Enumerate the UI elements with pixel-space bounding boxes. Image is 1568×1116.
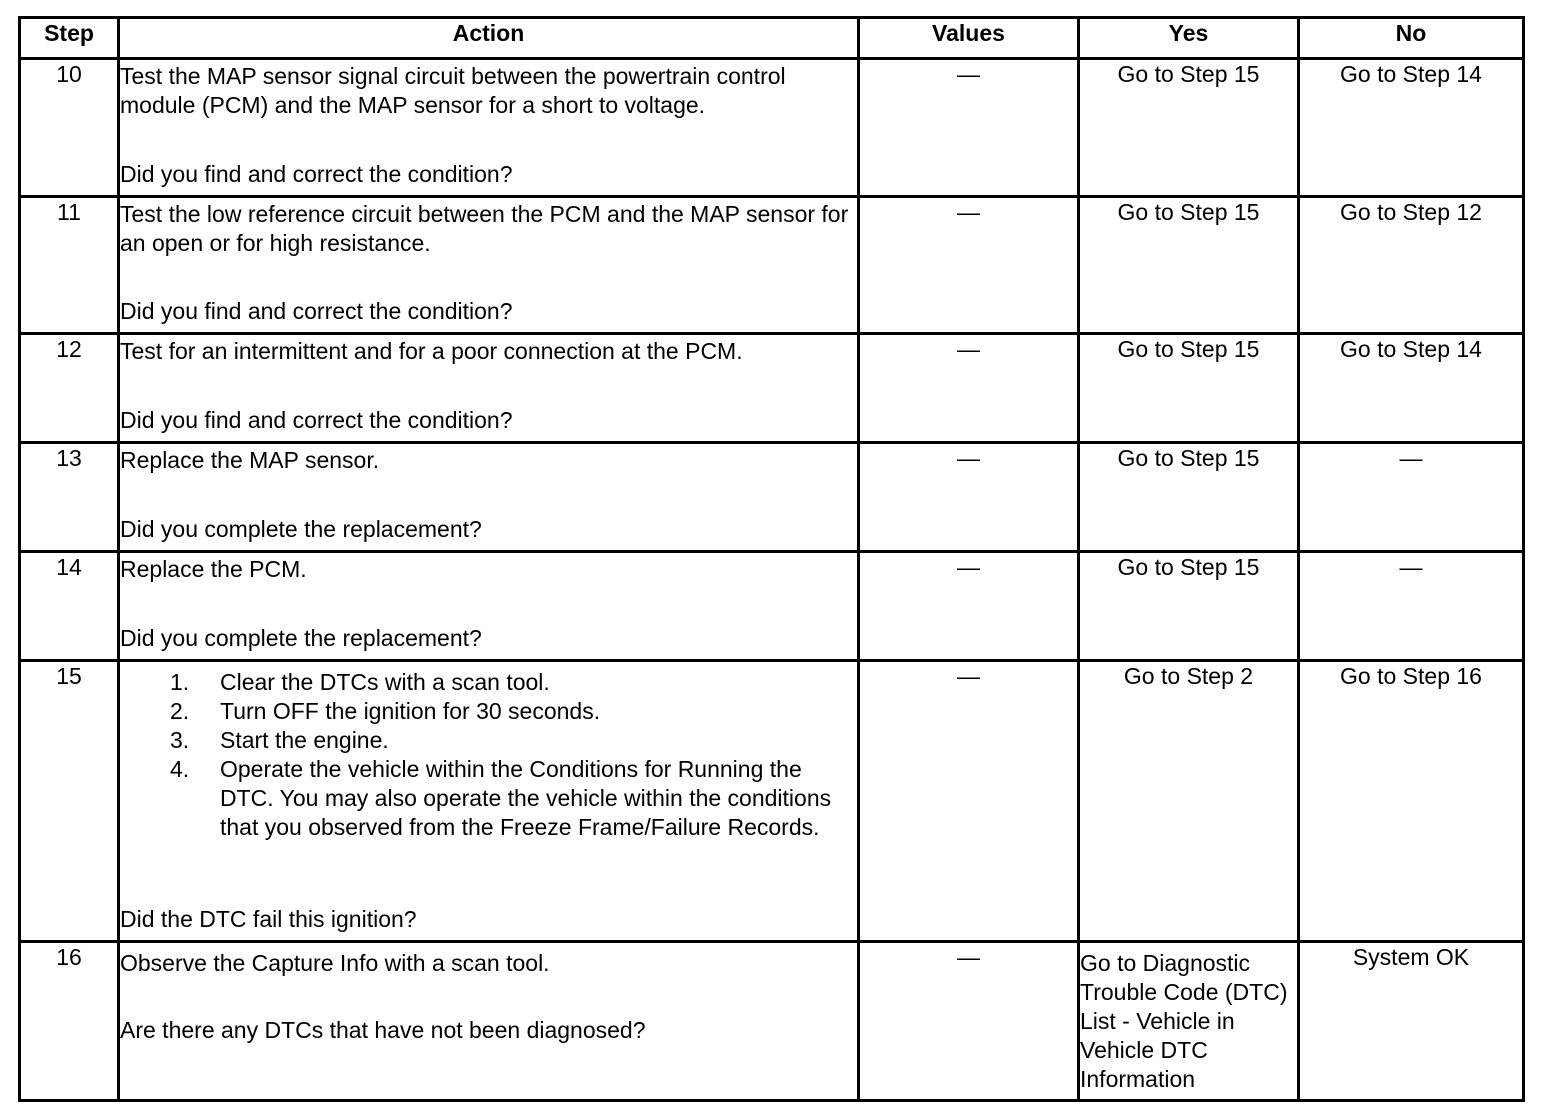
list-number: 4. [170, 756, 190, 782]
table-row [20, 552, 1524, 661]
action-question: Did the DTC fail this ignition? [120, 906, 417, 932]
yes-cell: Go to Step 2 [1079, 661, 1299, 942]
header-yes: Yes [1079, 18, 1299, 59]
action-text: Replace the PCM. [120, 556, 307, 582]
list-item [120, 668, 857, 697]
list-text: Clear the DTCs with a scan tool. [220, 669, 550, 695]
action-question: Are there any DTCs that have not been diagnosed? [120, 1017, 646, 1043]
step-number: 15 [20, 661, 119, 942]
table-row [20, 59, 1524, 197]
step-number: 12 [20, 334, 119, 443]
step-number: 16 [20, 942, 119, 1101]
action-text: Test the low reference circuit between the PCM and the MAP sensor for an open or for high resistance. [120, 201, 849, 256]
yes-cell: Go to Step 15 [1079, 552, 1299, 661]
action-text: Test for an intermittent and for a poor connection at the PCM. [120, 338, 743, 364]
no-cell: System OK [1299, 942, 1524, 1101]
action-question: Did you complete the replacement? [120, 516, 482, 542]
action-cell [119, 59, 859, 197]
values-cell: — [859, 942, 1079, 1101]
action-question: Did you find and correct the condition? [120, 407, 513, 433]
list-number: 3. [170, 727, 190, 753]
values-cell: — [859, 197, 1079, 334]
action-cell [119, 197, 859, 334]
values-cell: — [859, 443, 1079, 552]
list-text: Start the engine. [220, 727, 389, 753]
action-question: Did you find and correct the condition? [120, 298, 513, 324]
procedure-list [120, 668, 857, 842]
no-cell: Go to Step 12 [1299, 197, 1524, 334]
action-cell [119, 443, 859, 552]
list-number: 1. [170, 669, 190, 695]
action-cell [119, 334, 859, 443]
action-text: Replace the MAP sensor. [120, 447, 380, 473]
action-text: Observe the Capture Info with a scan tool. [120, 950, 550, 976]
no-cell: — [1299, 443, 1524, 552]
table-row [20, 443, 1524, 552]
no-cell: — [1299, 552, 1524, 661]
yes-cell: Go to Step 15 [1079, 443, 1299, 552]
header-step: Step [20, 18, 119, 59]
no-cell: Go to Step 14 [1299, 334, 1524, 443]
action-text: Test the MAP sensor signal circuit between the powertrain control module (PCM) and the MAP sensor for a short to voltage. [120, 63, 786, 118]
list-item [120, 697, 857, 726]
list-item [120, 726, 857, 755]
yes-cell: Go to Step 15 [1079, 334, 1299, 443]
header-action: Action [119, 18, 859, 59]
table-row [20, 942, 1524, 1101]
step-number: 13 [20, 443, 119, 552]
list-item [120, 755, 857, 842]
yes-cell: Go to Diagnostic Trouble Code (DTC) List - Vehicle in Vehicle DTC Information [1079, 942, 1299, 1101]
diagnostic-table [18, 16, 1525, 1102]
action-cell [119, 661, 859, 942]
step-number: 10 [20, 59, 119, 197]
yes-cell: Go to Step 15 [1079, 197, 1299, 334]
step-number: 11 [20, 197, 119, 334]
list-text: Turn OFF the ignition for 30 seconds. [220, 698, 601, 724]
values-cell: — [859, 661, 1079, 942]
yes-cell: Go to Step 15 [1079, 59, 1299, 197]
list-text: Operate the vehicle within the Conditions for Running the DTC. You may also operate the vehicle within the conditions that you observed from the Freeze Frame/Failure Records. [220, 756, 832, 840]
action-cell [119, 552, 859, 661]
action-question: Did you complete the replacement? [120, 625, 482, 651]
action-question: Did you find and correct the condition? [120, 161, 513, 187]
header-no: No [1299, 18, 1524, 59]
no-cell: Go to Step 16 [1299, 661, 1524, 942]
list-number: 2. [170, 698, 190, 724]
header-values: Values [859, 18, 1079, 59]
values-cell: — [859, 59, 1079, 197]
table-row [20, 197, 1524, 334]
action-cell [119, 942, 859, 1101]
table-row [20, 334, 1524, 443]
table-row [20, 661, 1524, 942]
values-cell: — [859, 552, 1079, 661]
no-cell: Go to Step 14 [1299, 59, 1524, 197]
values-cell: — [859, 334, 1079, 443]
header-row [20, 18, 1524, 59]
step-number: 14 [20, 552, 119, 661]
